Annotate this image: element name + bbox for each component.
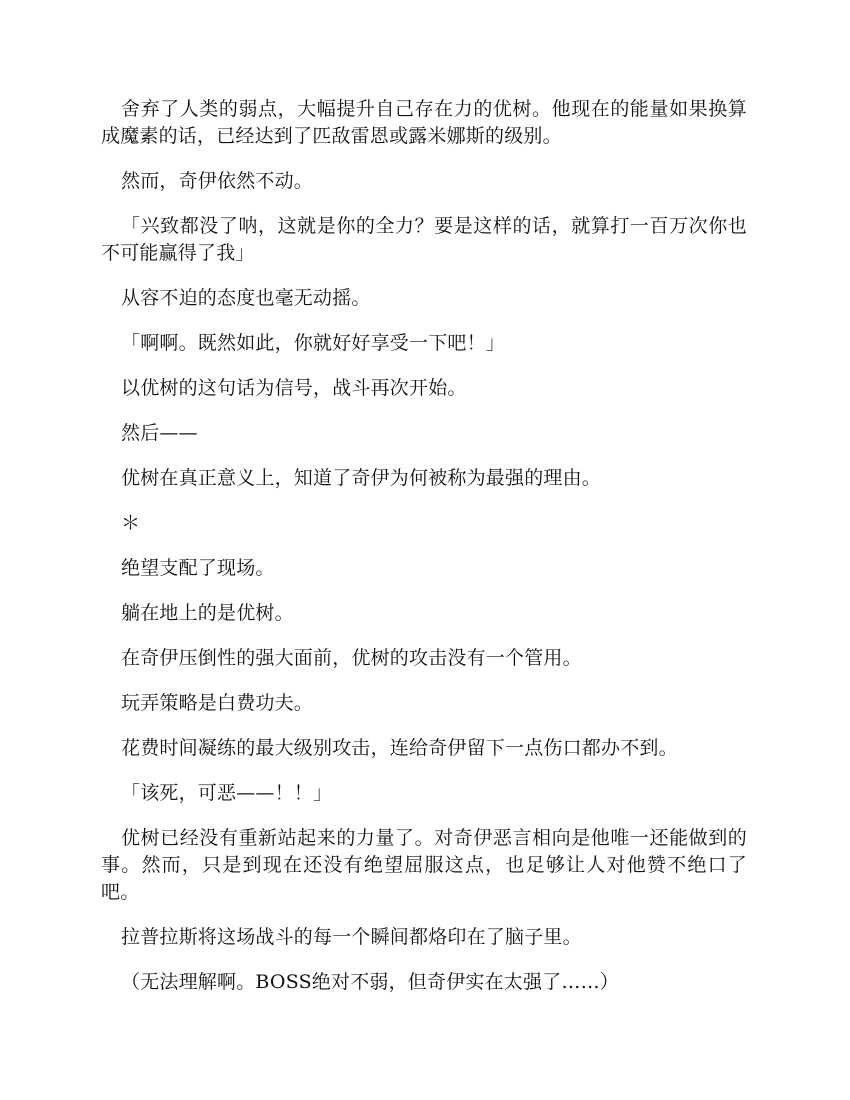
document-body	[101, 96, 747, 1014]
thought-paragraph: （无法理解啊。BOSS绝对不弱，但奇伊实在太强了……）	[121, 971, 619, 993]
paragraph: 玩弄策略是白费功夫。	[121, 692, 314, 714]
dialogue-paragraph: 「该死，可恶——！！」	[121, 782, 333, 804]
paragraph: 绝望支配了现场。	[121, 557, 275, 579]
paragraph: 躺在地上的是优树。	[121, 602, 294, 624]
dialogue-paragraph: 「兴致都没了呐，这就是你的全力？要是这样的话，就算打一百万次你也不可能赢得了我」	[101, 215, 747, 264]
paragraph: 然后——	[121, 422, 198, 444]
paragraph: 以优树的这句话为信号，战斗再次开始。	[121, 377, 467, 399]
paragraph: 从容不迫的态度也毫无动摇。	[121, 287, 371, 309]
paragraph: 优树在真正意义上，知道了奇伊为何被称为最强的理由。	[121, 467, 602, 489]
section-separator: ＊	[121, 512, 141, 534]
paragraph: 舍弃了人类的弱点，大幅提升自己存在力的优树。他现在的能量如果换算成魔素的话，已经达到了匹敌雷恩或露米娜斯的级别。	[101, 98, 747, 147]
paragraph: 花费时间凝练的最大级别攻击，连给奇伊留下一点伤口都办不到。	[121, 737, 678, 759]
paragraph: 在奇伊压倒性的强大面前，优树的攻击没有一个管用。	[121, 647, 582, 669]
paragraph: 拉普拉斯将这场战斗的每一个瞬间都烙印在了脑子里。	[121, 926, 582, 948]
dialogue-paragraph: 「啊啊。既然如此，你就好好享受一下吧！」	[121, 332, 506, 354]
paragraph: 然而，奇伊依然不动。	[121, 170, 314, 192]
paragraph: 优树已经没有重新站起来的力量了。对奇伊恶言相向是他唯一还能做到的事。然而，只是到现在还没有绝望屈服这点，也足够让人对他赞不绝口了吧。	[101, 827, 747, 903]
